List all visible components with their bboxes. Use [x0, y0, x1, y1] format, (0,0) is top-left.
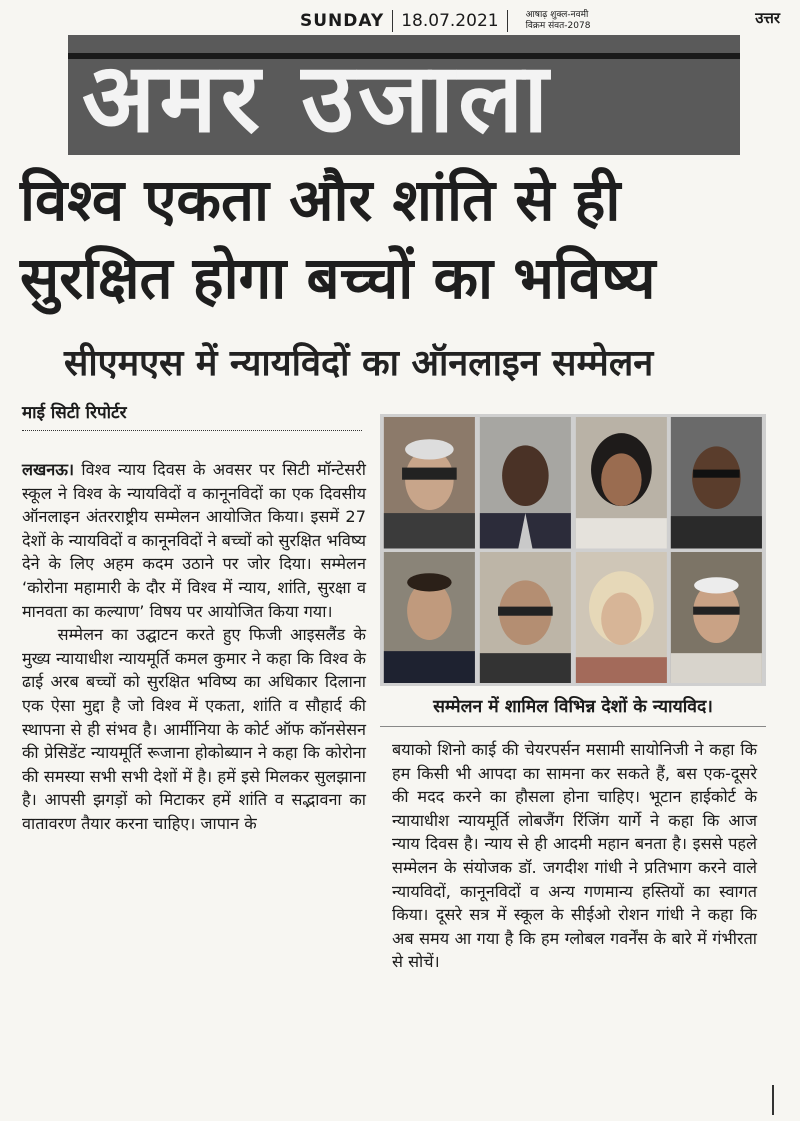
- newspaper-title: अमर उजाला: [82, 42, 553, 154]
- issue-day: SUNDAY: [300, 11, 385, 31]
- person-icon: [575, 552, 668, 684]
- headline-line-2: सुरक्षित होगा बच्चों का भविष्य: [20, 244, 656, 312]
- person-icon: [383, 417, 476, 549]
- paragraph-3: बयाको शिनो काई की चेयरपर्सन मसामी सायोनिजी ने कहा कि हम किसी भी आपदा का सामना कर सकते हैं, बस एक-दूसरे की मदद करने का हौसला होना चाहिए। भूटान हाईकोर्ट के न्यायाधीश न्यायमूर्ति लोबजैंग रिंजिंग यार्गे ने कहा कि आज न्याय दिवस है। न्याय से ही आदमी महान बनता है। इससे पहले सम्मेलन के संयोजक डॉ. जगदीश गांधी ने प्रतिभाग करने वाले न्यायविदों, कानूनविदों व अन्य गणमान्य हस्तियों का स्वागत किया। दूसरे सत्र में स्कूल के सीईओ रोशन गांधी ने कहा कि अब समय आ गया है कि हम ग्लोबल गवर्नेंस के बारे में गंभीरता से सोचें।: [392, 740, 757, 972]
- hindi-date-line1: आषाढ़ शुक्ल-नवमी: [525, 10, 589, 20]
- participant-photo: [670, 552, 763, 684]
- article-column-2: [392, 738, 757, 974]
- headline-line-1: विश्व एकता और शांति से ही: [20, 166, 621, 234]
- paragraph-2: सम्मेलन का उद्घाटन करते हुए फिजी आइसलैंड के मुख्य न्यायाधीश न्यायमूर्ति कमल कुमार ने कहा कि विश्व के ढाई अरब बच्चों को सुरक्षित भविष्य का अधिकार दिलाना एक ऐसा मुद्दा है जो विश्व में एकता, शांति व सौहार्द की स्थापना से ही संभव है। आर्मीनिया के कोर्ट ऑफ कॉनसेसन की प्रेसिडेंट न्यायमूर्ति रूजाना होकोब्यान ने कहा कि कोरोना की समस्या सभी सभी देशों में है। हमें इसे मिलकर सुलझाना है। आपसी झगड़ों को मिटाकर हमें शांति व सद्भावना का वातावरण तैयार करना चाहिए। जापान के: [22, 625, 366, 833]
- page-edge-mark: [772, 1085, 774, 1115]
- participant-photo: [575, 417, 668, 549]
- person-icon: [479, 552, 572, 684]
- paragraph-1: [22, 458, 366, 623]
- participant-photo: [479, 417, 572, 549]
- article-column-1: [22, 458, 366, 836]
- masthead-banner: [68, 35, 740, 155]
- person-icon: [670, 552, 763, 684]
- meta-divider: [392, 10, 393, 32]
- masthead-meta: [300, 6, 780, 36]
- edition-label: उत्तर: [755, 9, 780, 27]
- participant-photo: [383, 417, 476, 549]
- participant-photo: [575, 552, 668, 684]
- participant-photo: [479, 552, 572, 684]
- person-icon: [670, 417, 763, 549]
- issue-date: 18.07.2021: [401, 11, 499, 31]
- person-icon: [479, 417, 572, 549]
- subheadline: सीएमएस में न्यायविदों का ऑनलाइन सम्मेलन: [64, 343, 654, 384]
- participant-photo: [670, 417, 763, 549]
- participant-photo: [383, 552, 476, 684]
- hindi-date-line2: विक्रम संवत-2078: [525, 21, 591, 31]
- judges-photo-collage: [380, 414, 766, 686]
- dateline: लखनऊ।: [22, 460, 75, 479]
- person-icon: [383, 552, 476, 684]
- meta-divider: [507, 10, 508, 32]
- byline: माई सिटी रिपोर्टर: [22, 400, 362, 431]
- person-icon: [575, 417, 668, 549]
- paragraph-1-text: विश्व न्याय दिवस के अवसर पर सिटी मॉन्टेसरी स्कूल ने विश्व के न्यायविदों व कानूनविदों का एक दिवसीय ऑनलाइन अंतरराष्ट्रीय सम्मेलन आयोजित किया। इसमें 27 देशों के न्यायविदों व कानूनविदों ने बच्चों को सुरक्षित भविष्य देने के लिए अहम कदम उठाने पर जोर दिया। सम्मेलन ‘कोरोना महामारी के दौर में विश्व में न्याय, शांति, सुरक्षा व मानवता का कल्याण’ विषय पर आयोजित किया गया।: [22, 460, 366, 621]
- hindi-calendar-date: [526, 10, 591, 32]
- photo-caption: सम्मेलन में शामिल विभिन्न देशों के न्यायविद।: [380, 690, 766, 727]
